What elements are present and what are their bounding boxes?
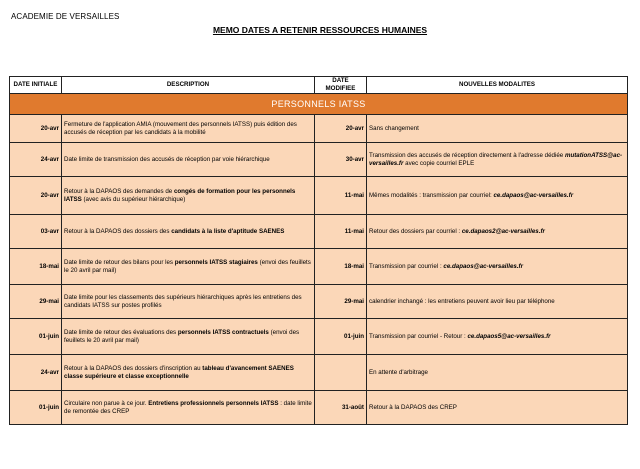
table-row <box>10 215 628 249</box>
modalites-text: Mêmes modalités : transmission par courriel: <box>369 191 494 199</box>
description-text: (envoi des feuillets le 20 avril par mail) <box>64 258 311 274</box>
section-row <box>10 94 628 115</box>
date-initiale-cell: 18-mai <box>10 249 62 285</box>
table-row <box>10 143 628 177</box>
table-row <box>10 177 628 215</box>
modalites-cell <box>367 249 628 285</box>
modalites-cell <box>367 143 628 177</box>
description-text: Date limite pour les classements des supérieurs hiérarchiques après les entretiens des candidats IATSS sur postes profilés <box>64 293 302 309</box>
modalites-cell <box>367 115 628 143</box>
date-initiale-cell: 24-avr <box>10 143 62 177</box>
description-emphasis: candidats à la liste d'aptitude SAENES <box>171 227 285 235</box>
description-text: Date limite de retour des bilans pour les <box>64 258 175 266</box>
section-title: PERSONNELS IATSS <box>10 94 628 115</box>
modalites-text: Sans changement <box>369 124 419 132</box>
modalites-cell <box>367 215 628 249</box>
email-address: ce.dapaos@ac-versailles.fr <box>443 262 524 270</box>
table-row <box>10 249 628 285</box>
description-text: Retour à la DAPAOS des dossiers des <box>64 227 172 235</box>
description-cell <box>62 115 315 143</box>
email-address: mutationATSS@ac-versailles.fr <box>369 151 623 167</box>
description-text: Fermeture de l'application AMIA (mouvement des personnels IATSS) puis édition des accusés de réception par les candidats à la mobilité <box>64 120 297 136</box>
table-row <box>10 285 628 319</box>
description-emphasis: congés de formation pour les personnels IATSS <box>64 187 296 203</box>
description-cell <box>62 319 315 355</box>
modalites-text: Retour à la DAPAOS des CREP <box>369 403 457 411</box>
description-cell <box>62 215 315 249</box>
description-text: Circulaire non parue à ce jour. <box>64 399 149 407</box>
date-modifiee-cell: 31-août <box>315 391 367 425</box>
date-modifiee-cell: 11-mai <box>315 215 367 249</box>
modalites-text: calendrier inchangé : les entretiens peuvent avoir lieu par téléphone <box>369 297 555 305</box>
modalites-cell <box>367 177 628 215</box>
description-text: Date limite de transmission des accusés de réception par voie hiérarchique <box>64 155 270 163</box>
modalites-cell <box>367 319 628 355</box>
date-initiale-cell: 01-juin <box>10 391 62 425</box>
organization-label: ACADEMIE DE VERSAILLES <box>11 12 120 21</box>
email-address: ce.dapaos@ac-versailles.fr <box>493 191 574 199</box>
date-modifiee-cell: 11-mai <box>315 177 367 215</box>
date-modifiee-cell: 30-avr <box>315 143 367 177</box>
modalites-text: avec copie courriel EPLE <box>403 159 475 167</box>
description-cell <box>62 143 315 177</box>
email-address: ce.dapaos2@ac-versailles.fr <box>461 227 545 235</box>
date-modifiee-cell: 29-mai <box>315 285 367 319</box>
date-modifiee-cell: 18-mai <box>315 249 367 285</box>
description-text: (avec avis du supérieur hiérarchique) <box>81 195 186 203</box>
date-modifiee-cell: 20-avr <box>315 115 367 143</box>
description-text: : date limite de remontée des CREP <box>64 399 312 415</box>
table-header-row <box>10 77 628 94</box>
description-text: Date limite de retour des évaluations des <box>64 328 178 336</box>
column-header-date-initiale: DATE INITIALE <box>10 77 62 94</box>
description-text: (envoi des feuillets le 20 avril par mail) <box>64 328 300 344</box>
date-initiale-cell: 20-avr <box>10 115 62 143</box>
table-row <box>10 355 628 391</box>
description-emphasis: Entretiens professionnels personnels IATSS <box>148 399 279 407</box>
email-address: ce.dapaos5@ac-versailles.fr <box>467 332 551 340</box>
description-emphasis: personnels IATSS stagiaires <box>174 258 258 266</box>
description-emphasis: tableau d'avancement SAENES classe supérieure et classe exceptionnelle <box>64 364 294 380</box>
description-cell <box>62 391 315 425</box>
description-emphasis: personnels IATSS contractuels <box>177 328 269 336</box>
modalites-cell <box>367 355 628 391</box>
date-initiale-cell: 24-avr <box>10 355 62 391</box>
modalites-text: Transmission des accusés de réception directement à l'adresse dédiée <box>369 151 565 159</box>
modalites-cell <box>367 391 628 425</box>
column-header-nouvelles-modalites: NOUVELLES MODALITES <box>367 77 628 94</box>
modalites-text: Transmission par courriel : <box>369 262 444 270</box>
date-initiale-cell: 01-juin <box>10 319 62 355</box>
description-cell <box>62 355 315 391</box>
description-cell <box>62 177 315 215</box>
description-text: Retour à la DAPAOS des demandes de <box>64 187 174 195</box>
description-cell <box>62 285 315 319</box>
column-header-date-modifiee: DATE MODIFIEE <box>315 77 367 94</box>
table-row <box>10 115 628 143</box>
modalites-cell <box>367 285 628 319</box>
page-title: MEMO DATES A RETENIR RESSOURCES HUMAINES <box>212 25 428 35</box>
modalites-text: En attente d'arbitrage <box>369 368 428 376</box>
date-initiale-cell: 29-mai <box>10 285 62 319</box>
modalites-text: Retour des dossiers par courriel : <box>369 227 462 235</box>
table-row <box>10 391 628 425</box>
date-modifiee-cell: 01-juin <box>315 319 367 355</box>
table-row <box>10 319 628 355</box>
date-initiale-cell: 20-avr <box>10 177 62 215</box>
modalites-text: Transmission par courriel - Retour : <box>369 332 468 340</box>
memo-table <box>9 76 628 425</box>
description-text: Retour à la DAPAOS des dossiers d'inscription au <box>64 364 203 372</box>
column-header-description: DESCRIPTION <box>62 77 315 94</box>
date-modifiee-cell <box>315 355 367 391</box>
date-initiale-cell: 03-avr <box>10 215 62 249</box>
description-cell <box>62 249 315 285</box>
